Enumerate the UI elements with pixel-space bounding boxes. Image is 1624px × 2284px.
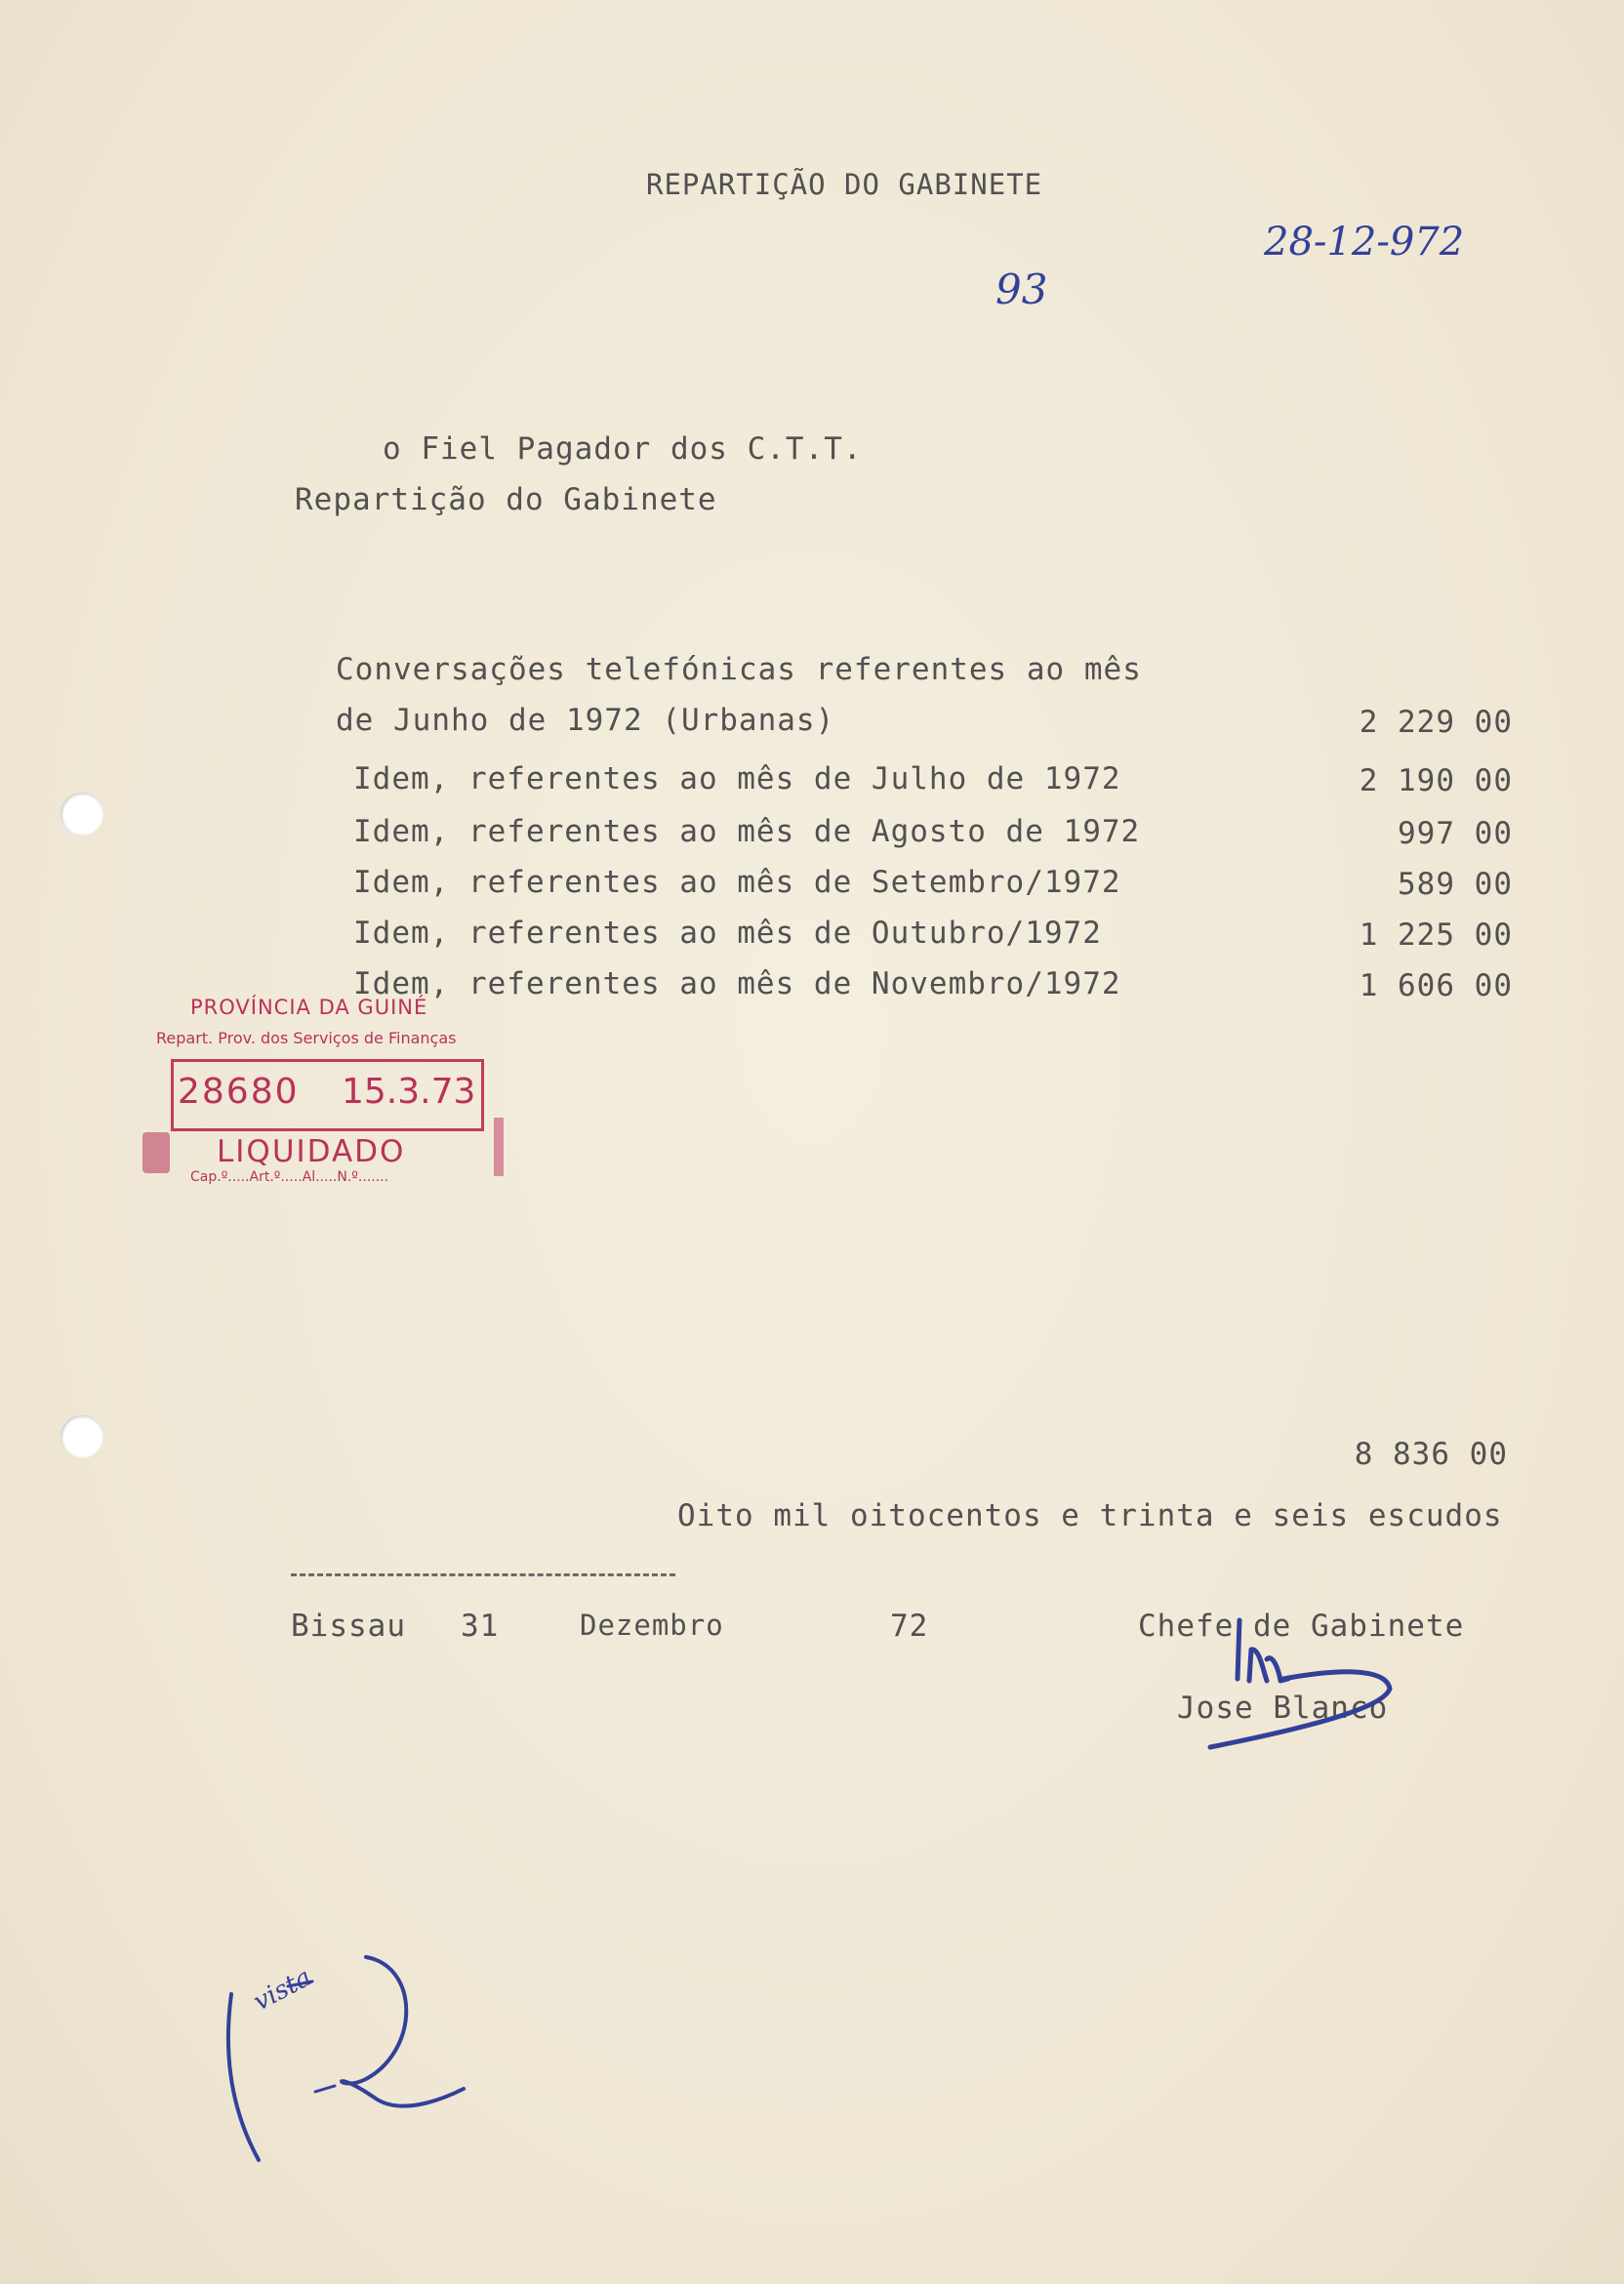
signer-name: Jose Blanco (1177, 1691, 1389, 1726)
handwritten-number: 93 (995, 265, 1048, 313)
day: 31 (461, 1609, 500, 1644)
item-amount: 2 190 00 (1359, 763, 1513, 798)
stamp-footer: Cap.º.....Art.º.....Al.....N.º....... (190, 1169, 389, 1185)
signature (1191, 1611, 1425, 1757)
item-description: Idem, referentes ao mês de Julho de 1972 (353, 761, 1121, 796)
punch-hole-top (61, 793, 103, 836)
item-description: Idem, referentes ao mês de Novembro/1972 (353, 966, 1121, 1001)
dashed-rule (291, 1573, 675, 1576)
handwritten-date: 28-12-972 (1264, 220, 1465, 265)
year: 72 (890, 1609, 929, 1644)
place: Bissau (291, 1609, 406, 1644)
addressee-line-1: o Fiel Pagador dos C.T.T. (383, 431, 863, 467)
stamp-number: 28680 (178, 1072, 300, 1112)
stamp-date: 15.3.73 (342, 1072, 476, 1112)
punch-hole-bottom (61, 1415, 103, 1458)
signer-role: Chefe de Gabinete (1138, 1609, 1465, 1644)
stamp-ink-smudge (494, 1118, 504, 1176)
item-amount: 1 225 00 (1359, 918, 1513, 953)
item-amount: 589 00 (1398, 867, 1513, 902)
marginal-note-bracket (220, 1947, 473, 2182)
stamp-province: PROVÍNCIA DA GUINÉ (190, 996, 428, 1019)
marginal-note: vista (249, 1962, 317, 2018)
item-description: de Junho de 1972 (Urbanas) (336, 703, 835, 738)
addressee-line-2: Repartição do Gabinete (295, 482, 717, 517)
item-description: Idem, referentes ao mês de Outubro/1972 (353, 916, 1102, 951)
month: Dezembro (580, 1609, 724, 1642)
item-description: Idem, referentes ao mês de Agosto de 1972 (353, 814, 1141, 849)
department-heading: REPARTIÇÃO DO GABINETE (646, 168, 1043, 201)
item-amount: 997 00 (1398, 816, 1513, 851)
item-description-line: Conversações telefónicas referentes ao mês (336, 652, 1142, 687)
total-in-words: Oito mil oitocentos e trinta e seis escudos (677, 1498, 1503, 1533)
total-amount: 8 836 00 (1354, 1437, 1508, 1472)
item-description: Idem, referentes ao mês de Setembro/1972 (353, 865, 1121, 900)
stamp-department: Repart. Prov. dos Serviços de Finanças (156, 1029, 457, 1047)
stamp-status: LIQUIDADO (217, 1134, 406, 1169)
stamp-ink-smudge (142, 1132, 170, 1173)
item-amount: 1 606 00 (1359, 968, 1513, 1003)
item-amount: 2 229 00 (1359, 705, 1513, 740)
